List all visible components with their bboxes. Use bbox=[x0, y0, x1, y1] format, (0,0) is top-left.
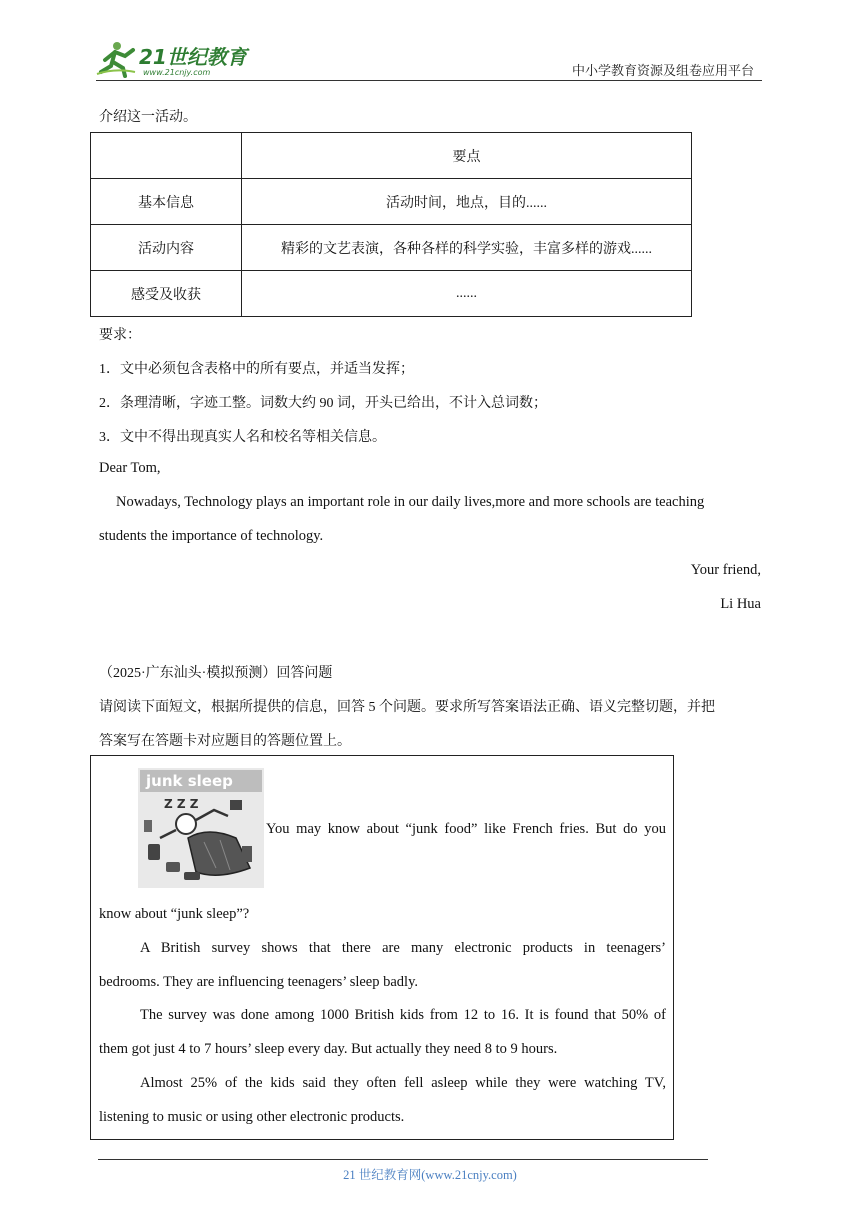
table-header-cell bbox=[91, 133, 242, 179]
letter-body-line: students the importance of technology. bbox=[99, 528, 324, 544]
logo-url: www.21cnjy.com bbox=[143, 68, 211, 77]
passage-paragraph-4-cont: listening to music or using other electronic products. bbox=[99, 1109, 405, 1125]
site-logo bbox=[95, 38, 260, 78]
passage-paragraph-1-cont: know about “junk sleep”? bbox=[99, 906, 250, 922]
passage-paragraph-2-cont: bedrooms. They are influencing teenagers’ sleep badly. bbox=[99, 974, 419, 990]
requirement-item: 2．条理清晰，字迹工整。词数大约 90 词，开头已给出，不计入总词数； bbox=[99, 396, 547, 411]
question-source: （2025·广东汕头·模拟预测）回答问题 bbox=[99, 666, 333, 681]
table-cell: 活动内容 bbox=[91, 225, 242, 271]
letter-greeting: Dear Tom, bbox=[99, 460, 161, 476]
junk-sleep-illustration bbox=[138, 768, 264, 888]
table-cell: 基本信息 bbox=[91, 179, 242, 225]
svg-text:Z Z Z: Z Z Z bbox=[164, 797, 199, 811]
requirement-item: 1．文中必须包含表格中的所有要点，并适当发挥； bbox=[99, 362, 414, 377]
letter-signature: Li Hua bbox=[720, 596, 761, 612]
passage-paragraph-1: You may know about “junk food” like French fries. But do you bbox=[266, 821, 666, 837]
table-header-row bbox=[91, 133, 692, 179]
platform-name: 中小学教育资源及组卷应用平台 bbox=[571, 63, 754, 78]
key-points-table bbox=[90, 132, 692, 317]
passage-paragraph-3: The survey was done among 1000 British kids from 12 to 16. It is found that 50% of bbox=[140, 1007, 666, 1023]
table-cell: 精彩的文艺表演，各种各样的科学实验，丰富多样的游戏...... bbox=[242, 225, 692, 271]
question-instruction: 答案写在答题卡对应题目的答题位置上。 bbox=[99, 734, 351, 749]
table-cell: 活动时间，地点，目的...... bbox=[242, 179, 692, 225]
table-row bbox=[91, 225, 692, 271]
table-header-cell: 要点 bbox=[242, 133, 692, 179]
header-divider bbox=[96, 80, 762, 81]
table-row bbox=[91, 179, 692, 225]
intro-line: 介绍这一活动。 bbox=[99, 110, 197, 125]
passage-paragraph-3-cont: them got just 4 to 7 hours’ sleep every day. But actually they need 8 to 9 hours. bbox=[99, 1041, 558, 1057]
letter-body-line: Nowadays, Technology plays an important role in our daily lives,more and more schools are teaching bbox=[116, 494, 705, 510]
requirement-item: 3．文中不得出现真实人名和校名等相关信息。 bbox=[99, 430, 386, 445]
requirements-title: 要求： bbox=[99, 328, 141, 343]
letter-closing: Your friend, bbox=[690, 562, 761, 578]
table-row bbox=[91, 271, 692, 317]
passage-paragraph-2: A British survey shows that there are many electronic products in teenagers’ bbox=[140, 940, 666, 956]
passage-paragraph-4: Almost 25% of the kids said they often fell asleep while they were watching TV, bbox=[140, 1075, 666, 1091]
question-instruction: 请阅读下面短文，根据所提供的信息，回答 5 个问题。要求所写答案语法正确、语义完整切题，并把 bbox=[99, 700, 715, 715]
footer-link[interactable]: 21 世纪教育网(www.21cnjy.com) bbox=[343, 1168, 517, 1182]
table-cell: 感受及收获 bbox=[91, 271, 242, 317]
footer-divider bbox=[98, 1159, 708, 1160]
illustration-label: junk sleep bbox=[146, 772, 233, 790]
table-cell: ...... bbox=[242, 271, 692, 317]
logo-text: 21世纪教育 bbox=[139, 45, 247, 69]
